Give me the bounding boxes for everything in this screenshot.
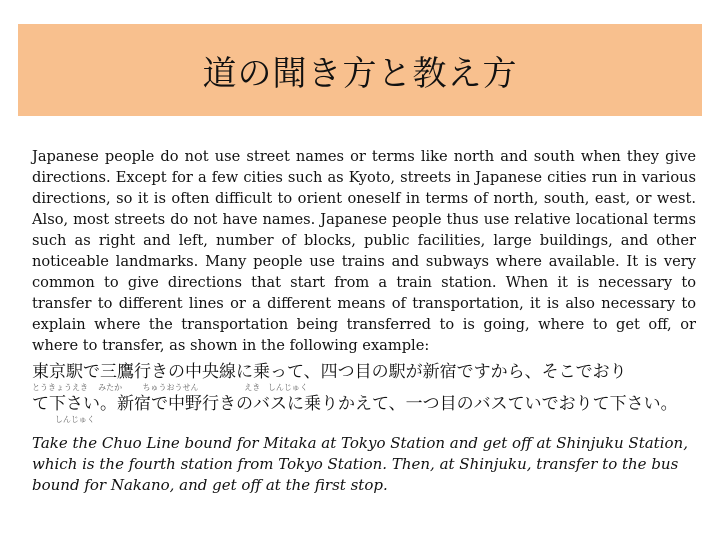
title-banner: [18, 24, 702, 116]
japanese-line-1: 東京駅で三鷹行きの中央線に乗って、四つ目の駅が新宿ですから、そこでおり: [32, 362, 627, 382]
japanese-example: [32, 363, 696, 427]
furigana-line-1: とうきょうえき みたか ちゅうおうせん えき しんじゅく: [32, 383, 308, 392]
slide-body: [32, 146, 696, 511]
intro-paragraph: Japanese people do not use street names or terms like north and south when they give directions. Except for a few cities such as Kyoto, streets in Japanese cities run in various directions, so it is often difficult to orient oneself in terms of north, south, east, or west. Also, most streets do not have names. Japanese people thus use relative locational terms such as right and left, number of blocks, public facilities, large buildings, and other noticeable landmarks. Many people use trains and subways where available. It is very common to give directions that start from a train station. When it is necessary to transfer to different lines or a different means of transportation, it is also necessary to explain where the transportation being transferred to is going, where to get off, or where to transfer, as shown in the following example:: [32, 148, 696, 354]
slide-title: 道の聞き方と教え方: [202, 53, 518, 94]
english-translation: Take the Chuo Line bound for Mitaka at Tokyo Station and get off at Shinjuku Station, which is the fourth station from Tokyo Station. Then, at Shinjuku, transfer to the bus bound for Nakano, and get off at the first stop.: [32, 434, 688, 494]
furigana-line-2: しんじゅく: [32, 415, 95, 424]
japanese-line-2: て下さい。新宿で中野行きのバスに乗りかえて、一つ目のバスていでおりて下さい。: [32, 394, 678, 414]
